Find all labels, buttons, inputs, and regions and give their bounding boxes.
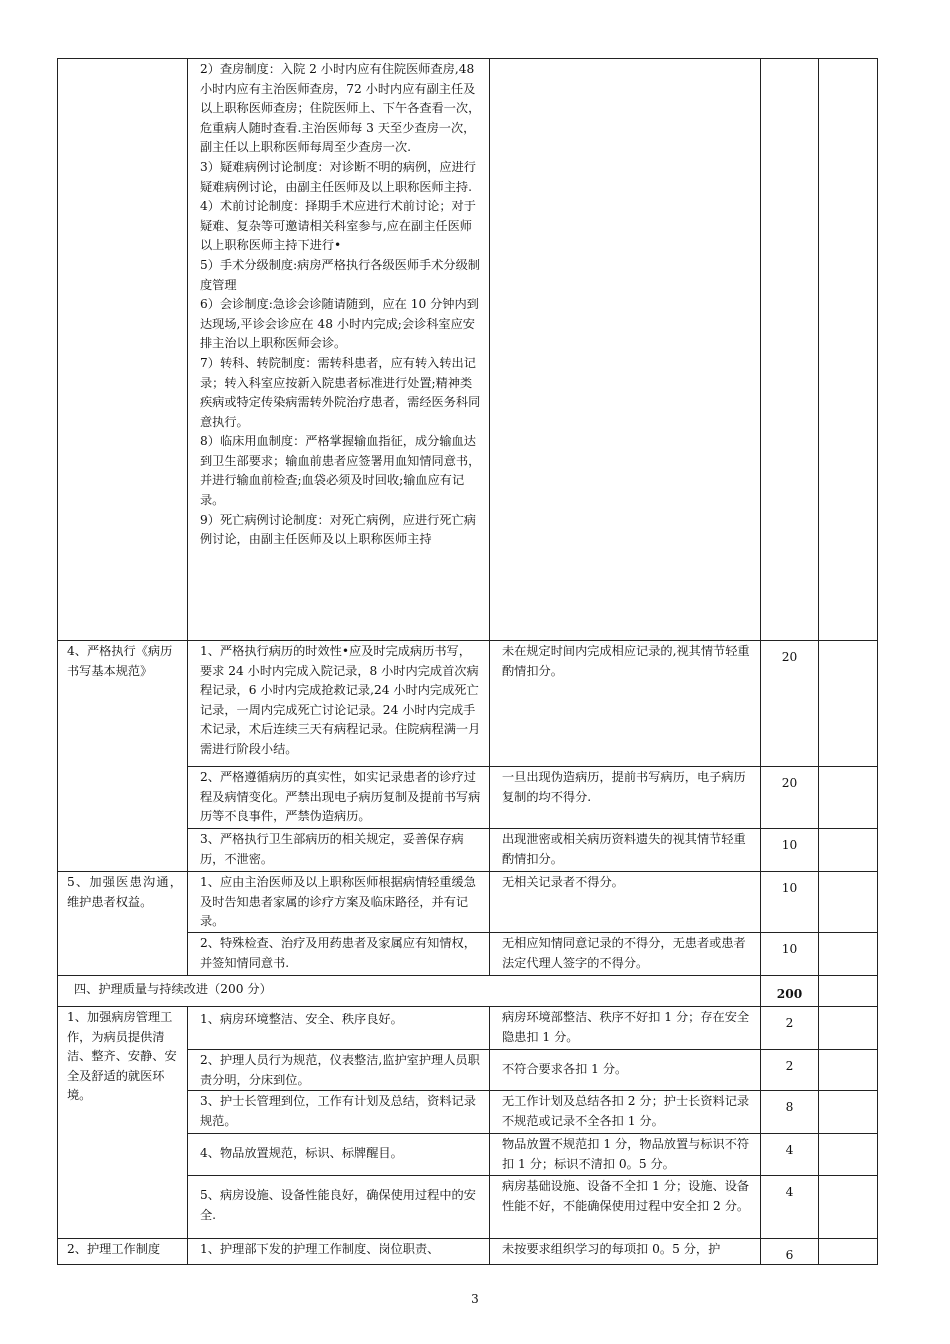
item-content: 2、严格遵循病历的真实性，如实记录患者的诊疗过程及病情变化。严禁出现电子病历复制及提前书写病历等不良事件，严禁伪造病历。 — [188, 767, 490, 829]
item-rule: 无相应知情同意记录的不得分，无患者或患者法定代理人签字的不得分。 — [490, 933, 761, 976]
item-content: 3、严格执行卫生部病历的相关规定，妥善保存病历，不泄密。 — [188, 829, 490, 872]
item-score: 10 — [761, 933, 819, 976]
item-rule: 一旦出现伪造病历，提前书写病历，电子病历复制的均不得分. — [490, 767, 761, 829]
item-score: 20 — [761, 767, 819, 829]
empty-label-cell — [58, 59, 188, 641]
item-label: 1、加强病房管理工作，为病员提供清洁、整齐、安静、安全及舒适的就医环境。 — [58, 1007, 188, 1239]
rule-item: 6）会诊制度:急诊会诊随请随到，应在 10 分钟内到达现场,平诊会诊应在 48 小时内完成;会诊科室应安排主治以上职称医师会诊。 — [200, 297, 479, 351]
rule-item: 3）疑难病例讨论制度：对诊断不明的病例，应进行疑难病例讨论，由副主任医师及以上职称医师主持. — [200, 159, 476, 194]
item-content: 2、护理人员行为规范，仪表整洁,监护室护理人员职责分明，分床到位。 — [188, 1050, 490, 1091]
item-rule: 未在规定时间内完成相应记录的,视其情节轻重酌情扣分。 — [490, 641, 761, 767]
item-content-text: 1、护理部下发的护理工作制度、岗位职责、 — [200, 1242, 440, 1257]
item-score: 2 — [761, 1007, 819, 1050]
table-row — [58, 1007, 878, 1050]
item-label-text: 2、护理工作制度 — [67, 1242, 161, 1257]
item-actual — [819, 1007, 878, 1050]
item-actual — [819, 1134, 878, 1176]
item-actual — [819, 872, 878, 933]
rule-item: 7）转科、转院制度：需转科患者，应有转入转出记录；转入科室应按新入院患者标准进行处置;精神类疾病或特定传染病需转外院治疗患者，需经医务科同意执行。 — [200, 355, 481, 429]
item-actual — [819, 767, 878, 829]
item-actual — [819, 1091, 878, 1134]
item-content: 5、病房设施、设备性能良好，确保使用过程中的安全. — [188, 1176, 490, 1239]
item-content: 1、病房环境整洁、安全、秩序良好。 — [188, 1007, 490, 1050]
section-title: 四、护理质量与持续改进（200 分） — [58, 976, 761, 1007]
item-content — [188, 1239, 490, 1265]
item-score: 10 — [761, 829, 819, 872]
item-content: 1、应由主治医师及以上职称医师根据病情轻重缓急及时告知患者家属的诊疗方案及临床路径，并有记录。 — [188, 872, 490, 933]
item-score: 10 — [761, 872, 819, 933]
item-actual — [819, 641, 878, 767]
item-rule: 不符合要求各扣 1 分。 — [490, 1050, 761, 1091]
table-row — [58, 872, 878, 933]
item-actual — [819, 1176, 878, 1239]
item-score: 4 — [761, 1176, 819, 1239]
item-actual — [819, 829, 878, 872]
item-content: 4、物品放置规范，标识、标牌醒目。 — [188, 1134, 490, 1176]
rule-item: 8）临床用血制度：严格掌握输血指征，成分输血达到卫生部要求；输血前患者应签署用血知情同意书，并进行输血前检查;血袋必须及时回收;输血应有记录。 — [200, 434, 481, 508]
item-rule: 病房环境部整洁、秩序不好扣 1 分；存在安全隐患扣 1 分。 — [490, 1007, 761, 1050]
table-row-system-rules — [58, 59, 878, 641]
item-rule: 病房基础设施、设备不全扣 1 分；设施、设备性能不好，不能确保使用过程中安全扣 2 分。 — [490, 1176, 761, 1239]
item-score: 4 — [761, 1134, 819, 1176]
item-score — [761, 1239, 819, 1265]
item-score-text: 6 — [785, 1248, 794, 1263]
evaluation-table — [57, 58, 878, 1265]
item-actual — [819, 1239, 878, 1265]
item-rule — [490, 1239, 761, 1265]
item-content: 2、特殊检查、治疗及用药患者及家属应有知情权，并签知情同意书. — [188, 933, 490, 976]
item-score: 20 — [761, 641, 819, 767]
item-rule: 无相关记录者不得分。 — [490, 872, 761, 933]
system-rules-cell — [188, 59, 490, 641]
item-actual — [819, 1050, 878, 1091]
item-rule: 出现泄密或相关病历资料遗失的视其情节轻重酌情扣分。 — [490, 829, 761, 872]
item-content: 3、护士长管理到位，工作有计划及总结，资料记录规范。 — [188, 1091, 490, 1134]
item-content: 1、严格执行病历的时效性•应及时完成病历书写，要求 24 小时内完成入院记录，8 小时内完成首次病程记录，6 小时内完成抢救记录,24 小时内完成死亡记录，一周内完成死亡讨论记录。24 小时内完成手术记录，术后连续三天有病程记录。住院病程满一月需进行阶段小结。 — [188, 641, 490, 767]
item-rule-text: 未按要求组织学习的每项扣 0。5 分，护 — [502, 1242, 721, 1257]
item-rule: 物品放置不规范扣 1 分，物品放置与标识不符扣 1 分；标识不清扣 0。5 分。 — [490, 1134, 761, 1176]
item-rule: 无工作计划及总结各扣 2 分；护士长资料记录不规范或记录不全各扣 1 分。 — [490, 1091, 761, 1134]
item-actual — [819, 933, 878, 976]
item-label: 4、严格执行《病历书写基本规范》 — [58, 641, 188, 872]
table-row — [58, 641, 878, 767]
rule-item: 2）查房制度：入院 2 小时内应有住院医师查房,48 小时内应有主治医师查房，72 小时内应有副主任及以上职称医师查房；住院医师上、下午各查看一次，危重病人随时查看.主治医师每 3 天至少查房一次，副主任以上职称医师每周至少查房一次. — [200, 62, 481, 155]
rule-item: 9）死亡病例讨论制度：对死亡病例，应进行死亡病例讨论，由副主任医师及以上职称医师主持 — [200, 512, 476, 547]
section-score: 200 — [761, 976, 819, 1007]
table-row — [58, 1239, 878, 1265]
section-heading-row — [58, 976, 878, 1007]
page-number: 3 — [471, 1292, 479, 1306]
rule-item: 4）术前讨论制度：择期手术应进行术前讨论；对于疑难、复杂等可邀请相关科室参与,应在副主任医师以上职称医师主持下进行• — [200, 199, 476, 253]
item-label: 5、加强医患沟通，维护患者权益。 — [58, 872, 188, 976]
item-score: 8 — [761, 1091, 819, 1134]
rule-item: 5）手术分级制度:病房严格执行各级医师手术分级制度管理 — [200, 257, 480, 292]
item-label — [58, 1239, 188, 1265]
item-score: 2 — [761, 1050, 819, 1091]
